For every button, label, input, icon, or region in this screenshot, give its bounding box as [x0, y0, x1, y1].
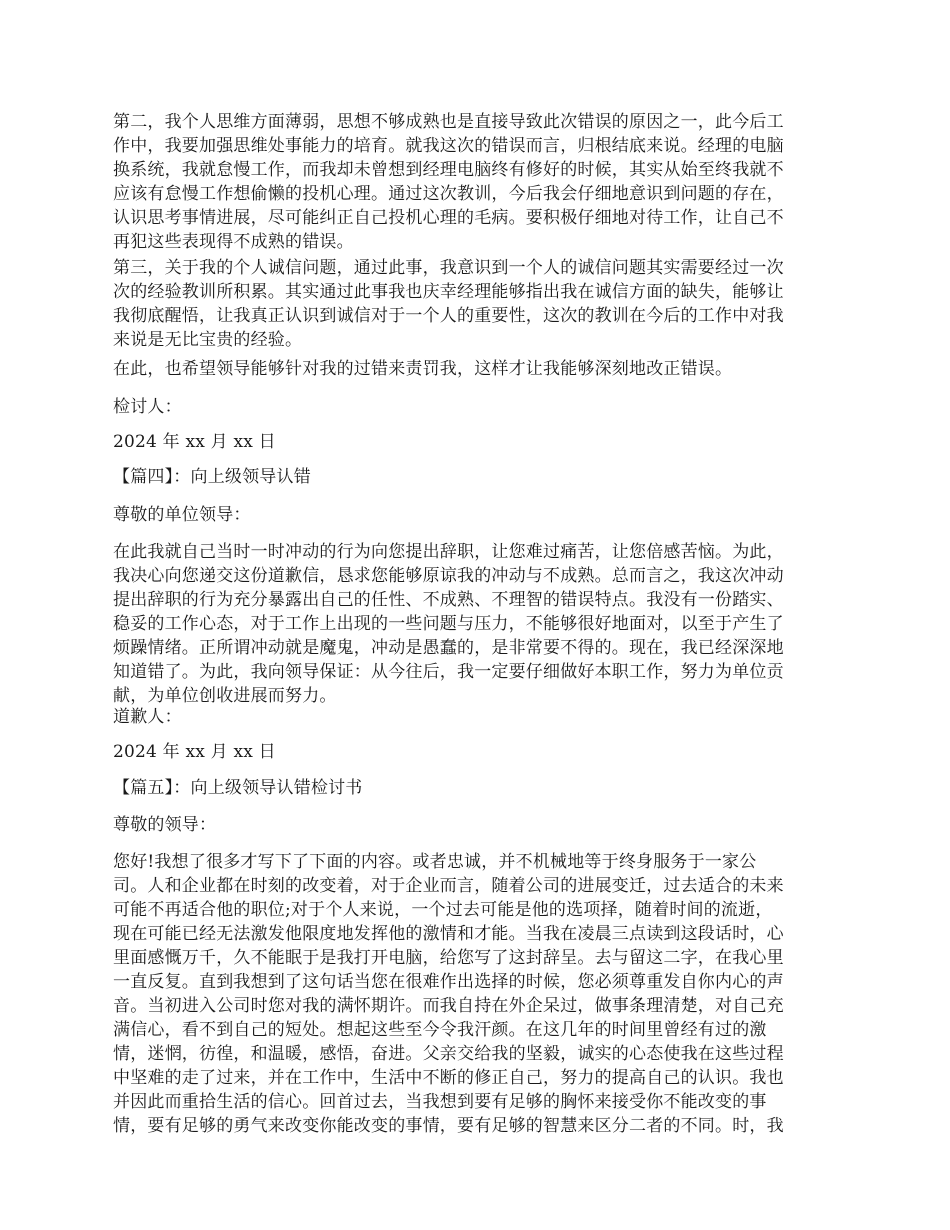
- section-heading-four: 【篇四】：向上级领导认错: [113, 467, 311, 487]
- date-line: 2024 年 xx 月 xx 日: [113, 432, 276, 452]
- paragraph-letter-body: 您好!我想了很多才写下了下面的内容。或者忠诚，并不机械地等于终身服务于一家公 司。人和企业都在时刻的改变着，对于企业而言，随着公司的进展变迁，过去适合的未来 可能不再适合他的职位;对于个人来说，一个过去可能是他的选项择，随着时间的流逝， 现在可能已经无法激发他限度地发挥他的激情和才能。当我在凌晨三点读到这段话时，心 里面感慨万千，久不能眠于是我打开电脑，给您写了这封辞呈。去与留这二字，在我心里 一直反复。直到我想到了这句话当您在很难作出选择的时候，您必须尊重发自你内心的声 音。当初进入公司时您对我的满怀期许。而我自持在外企呆过，做事条理清楚，对自己充 满信心，看不到自己的短处。想起这些至今令我汗颜。在这几年的时间里曾经有过的激 情，迷惘，彷徨，和温暖，感悟，奋进。父亲交给我的坚毅，诚实的心态使我在这些过程 中坚难的走了过来，并在工作中，生活中不断的修正自己，努力的提高自己的认识。我也 并因此而重拾生活的信心。回首过去，当我想到要有足够的胸怀来接受你不能改变的事 情，要有足够的勇气来改变你能改变的事情，要有足够的智慧来区分二者的不同。时，我: [113, 852, 784, 1136]
- paragraph-second-point: 第二，我个人思维方面薄弱，思想不够成熟也是直接导致此次错误的原因之一，此今后工 作中，我要加强思维处事能力的培育。就我这次的错误而言，归根结底来说。经理的电脑 换系统，我就怠慢工作，而我却未曾想到经理电脑终有修好的时候，其实从始至终我就不 应该有怠慢工作想偷懒的投机心理。通过这次教训，今后我会仔细地意识到问题的存在， 认识思考事情进展，尽可能纠正自己投机心理的毛病。要积极仔细地对待工作，让自己不 再犯这些表现得不成熟的错误。: [113, 112, 784, 252]
- section-heading-five: 【篇五】：向上级领导认错检讨书: [113, 778, 363, 798]
- salutation: 尊敬的领导：: [113, 815, 217, 835]
- paragraph-request-punishment: 在此，也希望领导能够针对我的过错来责罚我，这样才让我能够深刻地改正错误。: [113, 359, 733, 379]
- paragraph-apology-resignation: 在此我就自己当时一时冲动的行为向您提出辞职，让您难过痛苦，让您倍感苦恼。为此， 我决心向您递交这份道歉信，恳求您能够原谅我的冲动与不成熟。总而言之，我这次冲动 提出辞职的行为充分暴露出自己的任性、不成熟、不理智的错误特点。我没有一份踏实、 稳妥的工作心态，对于工作上出现的一些问题与压力，不能够很好地面对，以至于产生了 烦躁情绪。正所谓冲动就是魔鬼，冲动是愚蠢的，是非常要不得的。现在，我已经深深地 知道错了。为此，我向领导保证：从今往后，我一定要仔细做好本职工作，努力为单位贡 献，为单位创收进展而努力。: [113, 542, 784, 706]
- signature-reviewer: 检讨人：: [113, 397, 182, 417]
- date-line: 2024 年 xx 月 xx 日: [113, 742, 276, 762]
- salutation: 尊敬的单位领导：: [113, 505, 251, 525]
- paragraph-third-point: 第三，关于我的个人诚信问题，通过此事，我意识到一个人的诚信问题其实需要经过一次 次的经验教训所积累。其实通过此事我也庆幸经理能够指出我在诚信方面的缺失，能够让 我彻底醒悟，让我真正认识到诚信对于一个人的重要性，这次的教训在今后的工作中对我 来说是无比宝贵的经验。: [113, 258, 784, 350]
- signature-apologizer: 道歉人：: [113, 707, 182, 727]
